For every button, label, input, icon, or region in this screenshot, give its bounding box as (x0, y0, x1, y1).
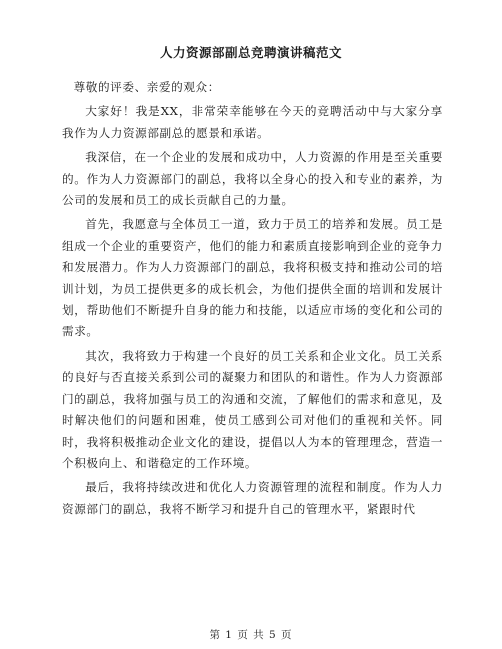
paragraph-belief: 我深信，在一个企业的发展和成功中，人力资源的作用是至关重要的。作为人力资源部门的副总，我将以全身心的投入和专业的素养，为公司的发展和员工的成长贡献自己的力量。 (62, 150, 443, 208)
page-number-footer: 第 1 页 共 5 页 (209, 629, 293, 641)
paragraph-first: 首先，我愿意与全体员工一道，致力于员工的培养和发展。员工是组成一个企业的重要资产，他们的能力和素质直接影响到企业的竞争力和发展潜力。作为人力资源部门的副总，我将积极支持和推动公司的培训计划，为员工提供更多的成长机会，为他们提供全面的培训和发展计划，帮助他们不断提升自身的能力和技能，以适应市场的变化和公司的需求。 (62, 217, 443, 339)
salutation: 尊敬的评委、亲爱的观众： (73, 80, 220, 94)
paragraph-last: 最后，我将持续改进和优化人力资源管理的流程和制度。作为人力资源部门的副总，我将不断学习和提升自己的管理水平，紧跟时代 (62, 480, 443, 516)
document-title: 人力资源部副总竞聘演讲稿范文 (159, 45, 342, 60)
paragraph-second: 其次，我将致力于构建一个良好的员工关系和企业文化。员工关系的良好与否直接关系到公司的凝聚力和团队的和谐性。作为人力资源部门的副总，我将加强与员工的沟通和交流，了解他们的需求和意见，及时解决他们的问题和困难，使员工感到公司对他们的重视和关怀。同时，我将积极推动企业文化的建设，提倡以人为本的管理理念，营造一个积极向上、和谐稳定的工作环境。 (62, 348, 443, 470)
document-body (62, 77, 443, 523)
paragraph-greeting: 大家好！我是XX，非常荣幸能够在今天的竞聘活动中与大家分享我作为人力资源部副总的愿景和承诺。 (62, 104, 443, 140)
